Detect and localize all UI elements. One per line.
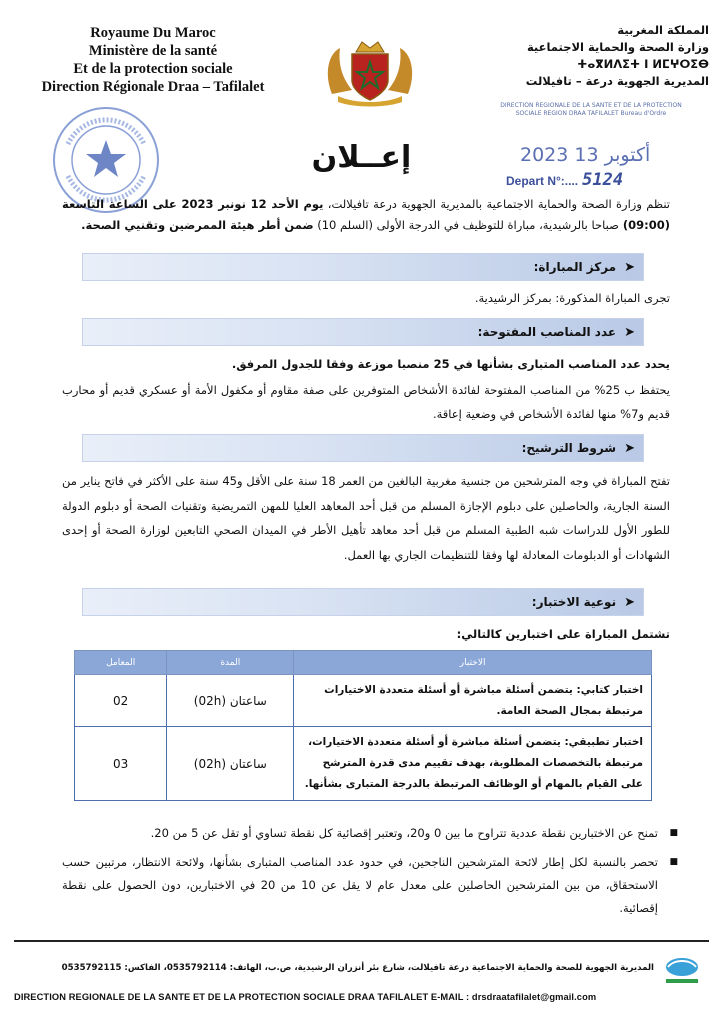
exam-text: يتضمن أسئلة مباشرة أو أسئلة متعددة الاختيارات مرتبطة بمجال الصحة العامة. [324, 683, 643, 717]
section-header-center [82, 253, 644, 281]
exam-text: يتضمن أسئلة مباشرة أو أسئلة متعددة الاختيارات، مرتبطة بالتخصصات المطلوبة، بهدف تقييم مدى قدرة المترشح على القيام بالمهام أو الوظائف المرتبطة بالدرجة المتبارى بشأنها. [304, 736, 643, 790]
section-title-conditions: شروط الترشيح: [521, 441, 617, 455]
header-arabic [479, 22, 709, 90]
arrow-icon: ➤ [624, 440, 635, 456]
depart-label: Depart N°:.... [506, 174, 579, 188]
header-french [18, 24, 288, 96]
posts-reservation-text: يحتفظ ب 25% من المناصب المفتوحة لفائدة الأشخاص المتوفرين على صفة مقاوم أو مكفول الأمة أو عسكري قديم أو محارب قديم و7% منها لفائدة الأشخاص في وضعية إعاقة. [62, 383, 671, 421]
footer-arabic-address: المديرية الجهوية للصحة والحماية الاجتماعية درعة تافيلالت، شارع بئر أنزران الرشيدية، ص.ب، الهاتف: 0535792114، الفاكس: 0535792115 [61, 963, 654, 973]
header-fr-line-2: Ministère de la santé [88, 43, 218, 59]
header-ar-line-3: ⵜⴰⴳⵍⴷⵉⵜ ⵏ ⵍⵎⵖⵔⵉⴱ [577, 57, 709, 71]
intro-text-a: تنظم وزارة الصحة والحماية الاجتماعية بالمديرية الجهوية درعة تافيلالت، [323, 197, 670, 211]
exam-intro: تشتمل المباراة على اختبارين كالتالي: [456, 627, 670, 641]
table-header-duration: المدة [167, 651, 294, 675]
table-row [75, 727, 652, 801]
intro-date: يوم الأحد 12 نونبر 2023 على الساعة التاسعة (09:00) [62, 197, 670, 232]
header-fr-line-3: Et de la protection sociale [73, 61, 233, 77]
list-item: ■ تحصر بالنسبة لكل إطار لائحة المترشحين الناجحين، في حدود عدد المناصب المتبارى بشأنها، ولائحة الانتظار، مرتبين حسب الاستحقاق، من بين المترشحين الحاصلين على معدل عام لا يقل عن 10 من 20 في الاختبارين، دون الحصول على نقطة إقصائية. [62, 851, 680, 920]
exam-description [294, 675, 652, 727]
date-stamp: 2023 أكتوبر 13 [520, 144, 651, 166]
table-header-exam: الاختبار [294, 651, 652, 675]
table-header-coefficient: المعامل [75, 651, 167, 675]
footer-french-address: DIRECTION REGIONALE DE LA SANTE ET DE LA PROTECTION SOCIALE DRAA TAFILALET E-MAIL : drsdraatafilalet@gmail.com [14, 992, 597, 1002]
royal-emblem-icon [318, 34, 422, 108]
notes-list [62, 822, 680, 926]
arrow-icon: ➤ [624, 324, 635, 340]
posts-count-text: يحدد عدد المناصب المتبارى بشأنها في 25 منصبا موزعة وفقا للجدول المرفق. [231, 357, 670, 371]
list-item: ■ تمنح عن الاختبارين نقطة عددية تتراوح ما بين 0 و20، وتعتبر إقصائية كل نقطة تساوي أو تقل عن 5 من 20. [62, 822, 680, 845]
header-ar-line-1: المملكة المغربية [617, 23, 709, 37]
depart-number: 5124 [582, 170, 624, 190]
depart-number-stamp [506, 170, 623, 190]
exam-duration: ساعتان (02h) [167, 727, 294, 801]
header-ar-line-4: المديرية الجهوية درعة – تافيلالت [525, 74, 709, 88]
section-title-center: مركز المباراة: [533, 260, 617, 274]
header-fr-line-1: Royaume Du Maroc [90, 25, 216, 41]
section-header-exam [82, 588, 644, 616]
intro-paragraph [62, 194, 670, 236]
exam-description [294, 727, 652, 801]
exam-label: اختبار كتابي: [572, 683, 643, 696]
header-fr-line-4: Direction Régionale Draa – Tafilalet [41, 79, 265, 95]
bureau-ordre-stamp: DIRECTION REGIONALE DE LA SANTE ET DE LA PROTECTION SOCIALE REGION DRAA TAFILALET Bureau d'Ordre [500, 102, 682, 117]
page-title: إعــلان [311, 140, 412, 175]
exam-table [74, 650, 652, 801]
intro-text-b: صباحا بالرشيدية، مباراة للتوظيف في الدرجة الأولى (السلم 10) [313, 218, 619, 232]
center-text: تجرى المباراة المذكورة: بمركز الرشيدية. [474, 291, 670, 305]
exam-coefficient: 03 [75, 727, 167, 801]
intro-category: ضمن أطر هيئة الممرضين وتقنيي الصحة. [81, 218, 314, 232]
exam-coefficient: 02 [75, 675, 167, 727]
header-ar-line-2: وزارة الصحة والحماية الاجتماعية [526, 40, 709, 54]
section-title-posts: عدد المناصب المفتوحة: [477, 325, 617, 339]
table-row [75, 675, 652, 727]
section-title-exam: نوعية الاختبار: [531, 595, 617, 609]
ministry-logo-icon [662, 955, 702, 987]
exam-label: اختبار تطبيقي: [560, 736, 643, 748]
conditions-text: تفتح المباراة في وجه المترشحين من جنسية مغربية البالغين من العمر 18 سنة على الأقل و45 سنة على الأكثر في فاتح يناير من السنة الجارية، والحاصلين على دبلوم الإجازة المسلم من قبل أحد المعاهد العليا للمهن التمريضية وتقنيات الصحة أو دبلوم الدولة للطور الأول للدراسات شبه الطبية المسلم من قبل أحد معاهد تأهيل الأطر في الميدان الصحي التابعين لوزارة الصحة أو إحدى الشهادات أو الدبلومات المعادلة لها وفقا للتنظيمات الجاري بها العمل. [62, 474, 670, 562]
table-header-row [75, 651, 652, 675]
arrow-icon: ➤ [624, 259, 635, 275]
section-header-posts [82, 318, 644, 346]
exam-duration: ساعتان (02h) [167, 675, 294, 727]
footer-divider [14, 940, 709, 942]
section-header-conditions [82, 434, 644, 462]
arrow-icon: ➤ [624, 594, 635, 610]
